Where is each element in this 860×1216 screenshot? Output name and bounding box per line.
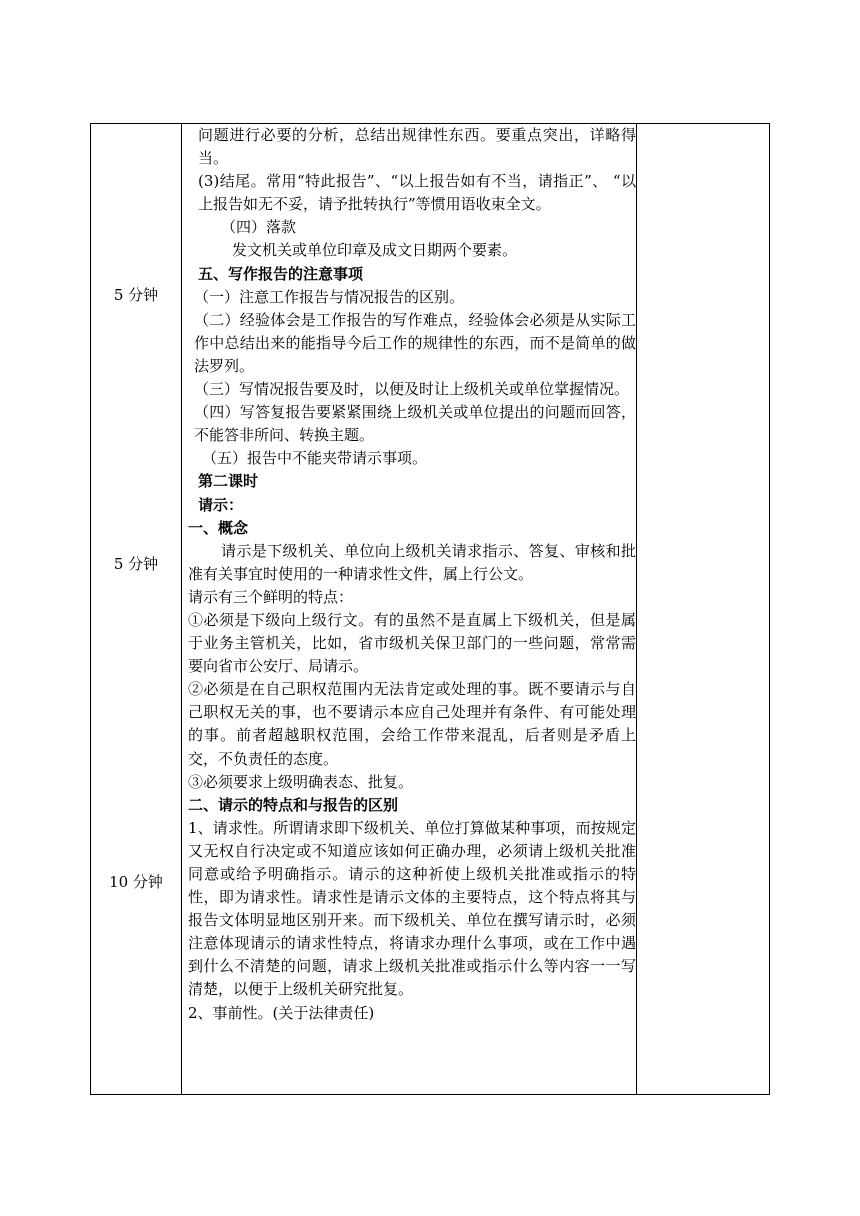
paragraph: 2、事前性。(关于法律责任) [188, 1003, 375, 1022]
paragraph: (3)结尾。常用“特此报告”、“以上报告如有不当，请指正”、 “以上报告如无不妥，请予批转执行”等惯用语收束全文。 [198, 172, 636, 214]
paragraph: （三）写情况报告要及时，以便及时让上级机关或单位掌握情况。 [194, 380, 630, 399]
column-divider [181, 124, 182, 1094]
column-divider [636, 124, 637, 1094]
paragraph: （一）注意工作报告与情况报告的区别。 [194, 287, 465, 306]
paragraph: 请示是下级机关、单位向上级机关请求指示、答复、审核和批准有关事宜时使用的一种请求性文件，属上行公文。 [188, 541, 636, 583]
time-cell: 5 分钟 [113, 286, 159, 304]
paragraph: （二）经验体会是工作报告的写作难点，经验体会必须是从实际工作中总结出来的能指导今后工作的规律性的东西，而不是简单的做法罗列。 [194, 310, 636, 375]
section-heading: 一、概念 [188, 518, 249, 537]
paragraph: （五）报告中不能夹带请示事项。 [202, 449, 428, 468]
section-heading: 二、请示的特点和与报告的区别 [188, 795, 399, 814]
section-heading: 五、写作报告的注意事项 [198, 264, 364, 283]
paragraph: （四）写答复报告要紧紧围绕上级机关或单位提出的问题而回答，不能答非所问、转换主题。 [194, 403, 636, 445]
paragraph: ②必须是在自己职权范围内无法肯定或处理的事。既不要请示与自己职权无关的事，也不要请示本应自己处理并有条件、有可能处理的事。前者超越职权范围，会给工作带来混乱，后者则是矛盾上交，不负责任的态度。 [188, 680, 636, 768]
subheading: （四）落款 [221, 218, 297, 237]
paragraph: 请示有三个鲜明的特点： [188, 587, 354, 606]
lesson-heading: 第二课时 [198, 472, 259, 491]
paragraph: ①必须是下级向上级行文。有的虽然不是直属上下级机关，但是属于业务主管机关，比如，省市级机关保卫部门的一些问题，常常需要向省市公安厅、局请示。 [188, 610, 636, 676]
paragraph: 问题进行必要的分析，总结出规律性东西。要重点突出，详略得当。 [198, 126, 636, 168]
lesson-plan-table [90, 123, 770, 1095]
time-cell: 10 分钟 [109, 873, 163, 891]
content-cell [188, 124, 636, 1025]
paragraph: 发文机关或单位印章及成文日期两个要素。 [232, 241, 518, 260]
paragraph: ③必须要求上级明确表态、批复。 [188, 772, 414, 791]
time-cell: 5 分钟 [113, 555, 159, 573]
section-heading: 请示： [198, 495, 244, 514]
paragraph: 1、请求性。所谓请求即下级机关、单位打算做某种事项，而按规定又无权自行决定或不知道应该如何正确办理，必须请上级机关批准同意或给予明确指示。请示的这种祈使上级机关批准或指示的特性，即为请求性。请求性是请示文体的主要特点，这个特点将其与报告文体明显地区别开来。而下级机关、单位在撰写请示时，必须注意体现请示的请求性特点，将请求办理什么事项，或在工作中遇到什么不清楚的问题，请求上级机关批准或指示什么等内容一一写清楚，以便于上级机关研究批复。 [188, 818, 636, 999]
